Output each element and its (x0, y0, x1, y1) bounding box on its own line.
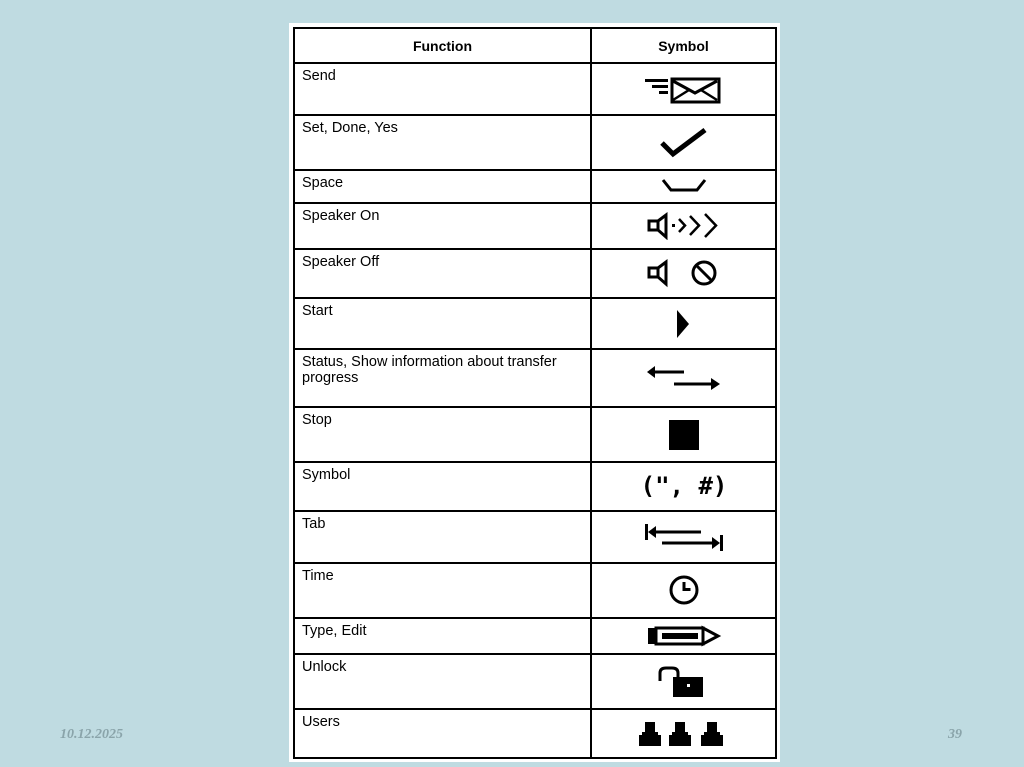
function-label: Send (294, 63, 591, 115)
table-row (294, 654, 776, 709)
speaker-off-icon (646, 258, 722, 288)
pencil-icon (646, 625, 722, 647)
table-row (294, 563, 776, 618)
function-label: Type, Edit (294, 618, 591, 655)
table-row (294, 203, 776, 249)
table-row (294, 249, 776, 298)
table-row (294, 349, 776, 407)
table-header-row (294, 28, 776, 63)
table-row (294, 709, 776, 758)
users-icon (638, 719, 730, 749)
table-row (294, 63, 776, 115)
table-row (294, 115, 776, 170)
symbol-chars-text: (", #) (640, 471, 727, 500)
function-label: Symbol (294, 462, 591, 511)
function-label: Speaker Off (294, 249, 591, 298)
function-label: Tab (294, 511, 591, 563)
function-label: Space (294, 170, 591, 204)
start-triangle-icon (674, 308, 694, 340)
slide-page-number: 39 (948, 727, 962, 742)
space-icon (659, 176, 709, 196)
table-row (294, 511, 776, 563)
unlock-padlock-icon (656, 665, 712, 699)
function-label: Speaker On (294, 203, 591, 249)
stop-square-icon (667, 418, 701, 452)
slide-date: 10.12.2025 (60, 727, 123, 742)
send-envelope-icon (644, 73, 724, 105)
symbol-chars-icon (631, 472, 737, 502)
table-row (294, 170, 776, 204)
table-row (294, 462, 776, 511)
function-label: Time (294, 563, 591, 618)
table-row (294, 298, 776, 350)
function-label: Unlock (294, 654, 591, 709)
document-page (289, 23, 780, 762)
checkmark-icon (659, 125, 709, 159)
clock-icon (667, 573, 701, 607)
function-label: Start (294, 298, 591, 350)
tab-arrow-icon (642, 521, 726, 553)
speaker-on-icon (646, 212, 722, 240)
transfer-arrows-icon (644, 362, 724, 394)
symbol-table (293, 27, 777, 759)
function-label: Stop (294, 407, 591, 462)
function-label: Set, Done, Yes (294, 115, 591, 170)
table-row (294, 618, 776, 655)
symbol-column-header: Symbol (591, 28, 776, 63)
table-row (294, 407, 776, 462)
function-label: Users (294, 709, 591, 758)
function-label: Status, Show information about transfer progress (294, 349, 591, 407)
function-column-header: Function (294, 28, 591, 63)
